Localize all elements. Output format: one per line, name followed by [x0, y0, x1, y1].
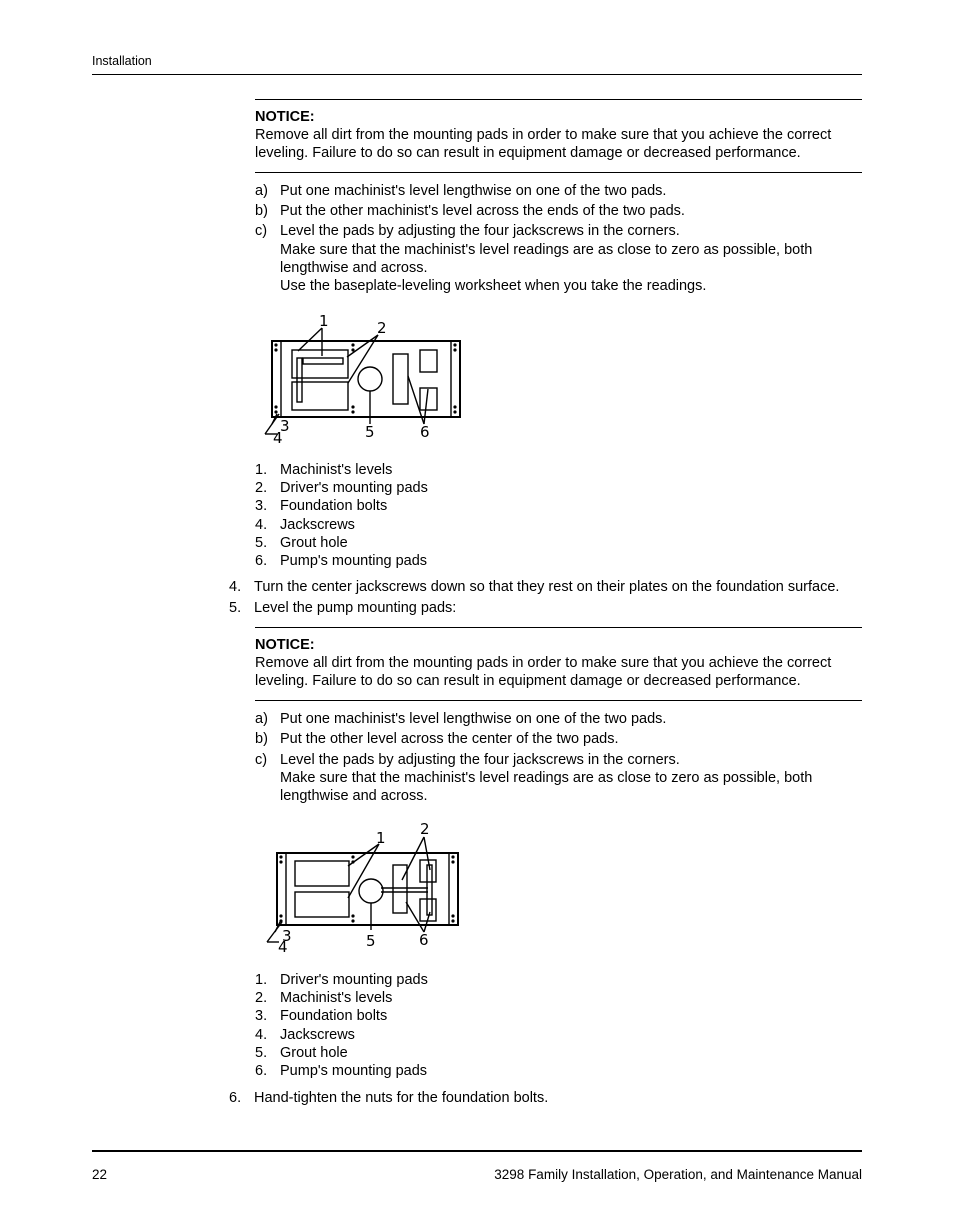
callout-label: 2 [420, 820, 430, 838]
callout-label: 3 [280, 417, 290, 435]
substep-note: lengthwise and across. [280, 260, 428, 276]
substep-note: Use the baseplate-leveling worksheet when you take the readings. [280, 278, 707, 294]
substep-text: Level the pads by adjusting the four jackscrews in the corners. [280, 223, 680, 239]
substep-label: b) [255, 203, 268, 219]
callout-label: 6 [419, 931, 429, 949]
callout-label: 1 [376, 829, 386, 847]
substep-text: Put one machinist's level lengthwise on one of the two pads. [280, 183, 667, 199]
step-number: 5. [229, 600, 242, 616]
callout-label: 5 [366, 932, 376, 950]
callout-label: 5 [365, 423, 375, 441]
step-number: 4. [229, 579, 242, 595]
manual-title: 3298 Family Installation, Operation, and Maintenance Manual [494, 1167, 862, 1182]
step-number: 6. [229, 1090, 242, 1106]
callout-label: 3 [282, 927, 292, 945]
footer-rule [92, 1150, 862, 1152]
substep-note: lengthwise and across. [280, 788, 428, 804]
header-rule [92, 74, 862, 75]
baseplate-diagram-2 [255, 820, 475, 960]
substep-label: a) [255, 711, 268, 727]
substep-label: c) [255, 223, 268, 239]
notice-box-1 [255, 99, 862, 173]
notice-text-line: Remove all dirt from the mounting pads in order to make sure that you achieve the correct [255, 127, 832, 143]
callout-label: 4 [273, 429, 283, 447]
notice-heading: NOTICE: [255, 637, 315, 653]
substep-text: Put the other machinist's level across the ends of the two pads. [280, 203, 685, 219]
substep-label: c) [255, 752, 268, 768]
substep-note: Make sure that the machinist's level readings are as close to zero as possible, both [280, 242, 813, 258]
notice-text-line: leveling. Failure to do so can result in equipment damage or decreased performance. [255, 673, 801, 689]
figure-legend-2: 1. Driver's mounting pads 2. Machinist's levels 3. Foundation bolts 4. Jackscrews 5. Grout hole 6. Pump's mounting pads [255, 972, 428, 1079]
figure-legend-1: 1. Machinist's levels 2. Driver's mounting pads 3. Foundation bolts 4. Jackscrews 5. Grout hole 6. Pump's mounting pads [255, 462, 428, 569]
substep-text: Put the other level across the center of the two pads. [280, 731, 619, 747]
baseplate-diagram-1 [255, 310, 475, 450]
substep-label: b) [255, 731, 268, 747]
callout-label: 2 [377, 319, 387, 337]
baseplate-figure-2 [255, 820, 475, 960]
notice-box-2 [255, 627, 862, 701]
step-text: Level the pump mounting pads: [254, 600, 457, 616]
running-header: Installation [92, 54, 152, 68]
callout-label: 4 [278, 938, 288, 956]
callout-label: 1 [319, 312, 329, 330]
notice-text-line: Remove all dirt from the mounting pads in order to make sure that you achieve the correct [255, 655, 832, 671]
callout-label: 6 [420, 423, 430, 441]
substep-text: Level the pads by adjusting the four jackscrews in the corners. [280, 752, 680, 768]
step-text: Turn the center jackscrews down so that they rest on their plates on the foundation surface. [254, 579, 840, 595]
step-text: Hand-tighten the nuts for the foundation bolts. [254, 1090, 549, 1106]
notice-text-line: leveling. Failure to do so can result in equipment damage or decreased performance. [255, 145, 801, 161]
notice-heading: NOTICE: [255, 109, 315, 125]
substep-note: Make sure that the machinist's level readings are as close to zero as possible, both [280, 770, 813, 786]
substep-label: a) [255, 183, 268, 199]
page-number: 22 [92, 1167, 108, 1182]
baseplate-figure-1 [255, 310, 475, 450]
substep-text: Put one machinist's level lengthwise on one of the two pads. [280, 711, 667, 727]
